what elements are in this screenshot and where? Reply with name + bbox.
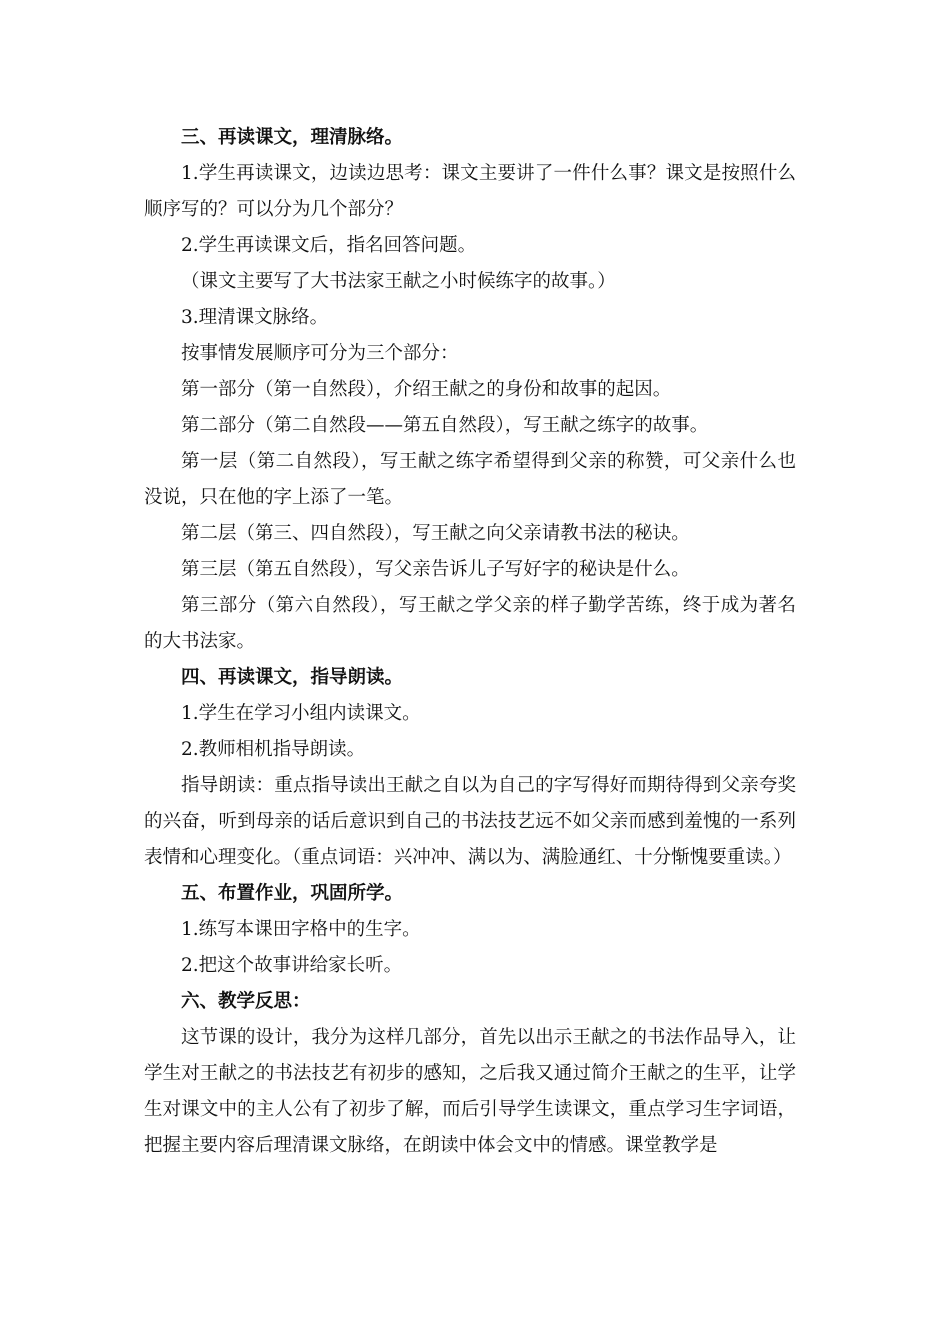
paragraph: 第二层（第三、四自然段），写王献之向父亲请教书法的秘诀。: [181, 523, 690, 544]
paragraph: 1.学生在学习小组内读课文。: [181, 703, 421, 724]
paragraph: 1.练写本课田字格中的生字。: [181, 919, 421, 940]
paragraph: 这节课的设计，我分为这样几部分，首先以出示王献之的书法作品导入，让学生对王献之的书法技艺有初步的感知，之后我又通过简介王献之的生平，让学生对课文中的主人公有了初步了解，而后引导学生读课文，重点学习生字词语，把握主要内容后理清课文脉络，在朗读中体会文中的情感。课堂教学是: [144, 1027, 796, 1156]
paragraph: 3.理清课文脉络。: [181, 307, 329, 328]
section-heading-5: 五、布置作业，巩固所学。: [181, 883, 404, 904]
paragraph: 第三部分（第六自然段），写王献之学父亲的样子勤学苦练，终于成为著名的大书法家。: [144, 595, 796, 652]
paragraph: 第一部分（第一自然段），介绍王献之的身份和故事的起因。: [181, 379, 672, 400]
paragraph: 指导朗读：重点指导读出王献之自以为自己的字写得好而期待得到父亲夸奖的兴奋，听到母亲的话后意识到自己的书法技艺远不如父亲而感到羞愧的一系列表情和心理变化。（重点词语：兴冲冲、满以为、满脸通红、十分惭愧要重读。）: [144, 775, 796, 868]
section-heading-3: 三、再读课文，理清脉络。: [181, 127, 404, 148]
paragraph: 第一层（第二自然段），写王献之练字希望得到父亲的称赞，可父亲什么也没说，只在他的字上添了一笔。: [144, 451, 796, 508]
paragraph: 按事情发展顺序可分为三个部分：: [181, 343, 459, 364]
paragraph: 第二部分（第二自然段——第五自然段），写王献之练字的故事。: [181, 415, 709, 436]
paragraph: （课文主要写了大书法家王献之小时候练字的故事。）: [181, 271, 616, 292]
paragraph: 2.学生再读课文后，指名回答问题。: [181, 235, 477, 256]
document-body: [144, 120, 796, 1164]
paragraph: 第三层（第五自然段），写父亲告诉儿子写好字的秘诀是什么。: [181, 559, 690, 580]
section-heading-6: 六、教学反思：: [181, 991, 311, 1012]
section-heading-4: 四、再读课文，指导朗读。: [181, 667, 404, 688]
paragraph: 2.教师相机指导朗读。: [181, 739, 366, 760]
paragraph: 2.把这个故事讲给家长听。: [181, 955, 403, 976]
paragraph: 1.学生再读课文，边读边思考：课文主要讲了一件什么事？课文是按照什么顺序写的？可以分为几个部分？: [144, 163, 796, 220]
